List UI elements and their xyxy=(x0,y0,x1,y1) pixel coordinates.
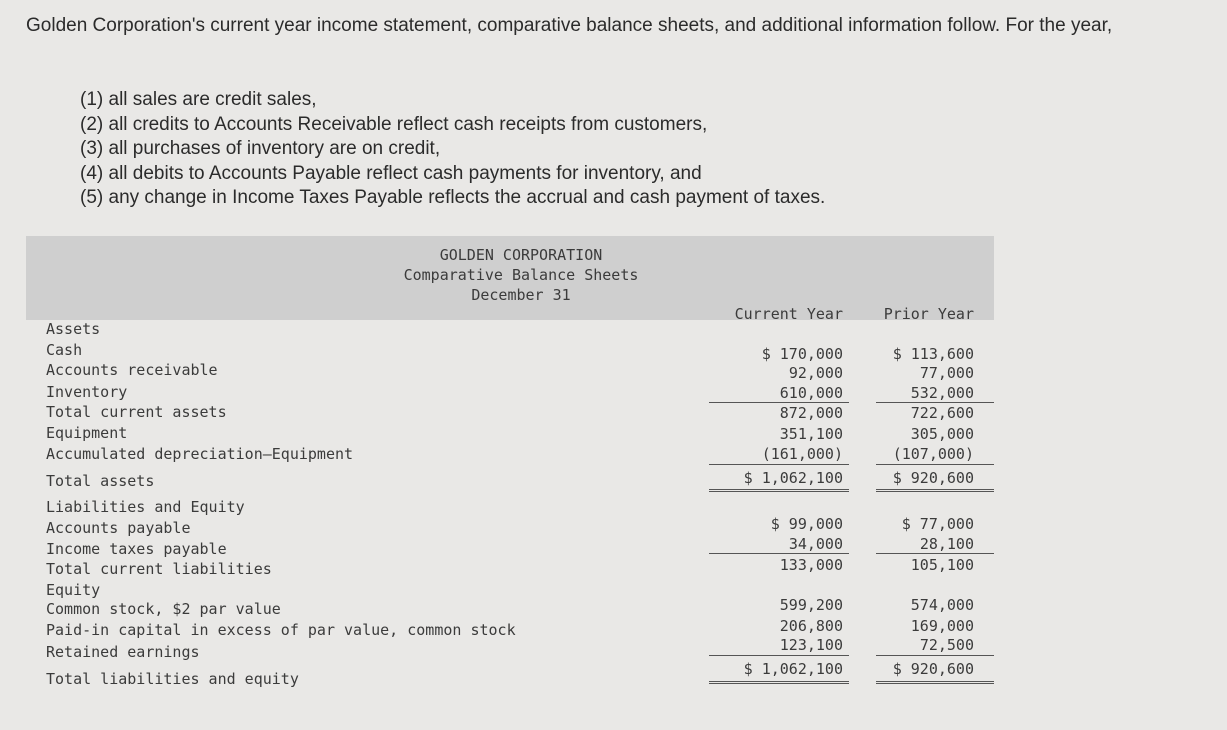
cash-prior: $ 113,600 xyxy=(892,345,974,363)
row-label-accumulated-depreciation: Accumulated depreciation—Equipment xyxy=(46,445,354,463)
company-name: GOLDEN CORPORATION xyxy=(439,246,603,264)
income-taxes-payable-prior: 28,100 xyxy=(919,535,974,553)
total-current-assets-prior: 722,600 xyxy=(910,404,974,422)
row-label-accounts-payable: Accounts payable xyxy=(46,519,191,537)
statement-title: Comparative Balance Sheets xyxy=(403,266,639,284)
condition-item: (4) all debits to Accounts Payable reflect cash payments for inventory, and xyxy=(80,162,702,184)
accumulated-depreciation-current: (161,000) xyxy=(761,445,843,463)
conditions-list xyxy=(80,88,825,211)
equipment-current: 351,100 xyxy=(779,425,843,443)
condition-item: (5) any change in Income Taxes Payable reflects the accrual and cash payment of taxes. xyxy=(80,187,826,208)
cash-current: $ 170,000 xyxy=(761,345,843,363)
subtotal-rule xyxy=(709,553,849,554)
total-double-rule xyxy=(709,489,849,492)
statement-date: December 31 xyxy=(471,286,571,304)
column-header-current-year: Current Year xyxy=(734,305,843,323)
subtotal-rule xyxy=(709,464,849,465)
paid-in-capital-prior: 169,000 xyxy=(910,617,974,635)
row-label-paid-in-capital: Paid-in capital in excess of par value, common stock xyxy=(46,621,516,639)
total-liabilities-equity-prior: $ 920,600 xyxy=(892,660,974,678)
retained-earnings-prior: 72,500 xyxy=(919,636,974,654)
row-label-total-liabilities-equity: Total liabilities and equity xyxy=(46,670,299,688)
row-label-total-current-liabilities: Total current liabilities xyxy=(46,560,272,578)
liabilities-equity-heading: Liabilities and Equity xyxy=(46,498,245,516)
intro-text: Golden Corporation's current year income statement, comparative balance sheets, and additional information follow. For the year, xyxy=(26,15,1113,36)
row-label-inventory: Inventory xyxy=(46,383,128,401)
row-label-common-stock: Common stock, $2 par value xyxy=(46,600,281,618)
row-label-total-current-assets: Total current assets xyxy=(46,403,227,421)
row-label-retained-earnings: Retained earnings xyxy=(46,643,200,661)
common-stock-current: 599,200 xyxy=(779,596,843,614)
condition-item: (2) all credits to Accounts Receivable reflect cash receipts from customers, xyxy=(80,113,708,135)
accounts-receivable-prior: 77,000 xyxy=(919,364,974,382)
subtotal-rule xyxy=(876,464,994,465)
balance-sheet-header xyxy=(26,236,994,323)
total-assets-current: $ 1,062,100 xyxy=(743,469,843,487)
total-double-rule xyxy=(876,489,994,492)
total-current-assets-current: 872,000 xyxy=(779,404,843,422)
total-double-rule xyxy=(876,681,994,684)
total-assets-prior: $ 920,600 xyxy=(892,469,974,487)
row-label-total-assets: Total assets xyxy=(46,472,155,490)
total-double-rule xyxy=(709,681,849,684)
subtotal-rule xyxy=(876,553,994,554)
common-stock-prior: 574,000 xyxy=(910,596,974,614)
accumulated-depreciation-prior: (107,000) xyxy=(892,445,974,463)
accounts-payable-current: $ 99,000 xyxy=(770,515,843,533)
condition-item: (3) all purchases of inventory are on credit, xyxy=(80,138,441,159)
inventory-current: 610,000 xyxy=(779,384,843,402)
subtotal-rule xyxy=(876,655,994,656)
accounts-receivable-current: 92,000 xyxy=(788,364,843,382)
row-label-accounts-receivable: Accounts receivable xyxy=(46,361,218,379)
subtotal-rule xyxy=(709,655,849,656)
paid-in-capital-current: 206,800 xyxy=(779,617,843,635)
row-label-cash: Cash xyxy=(46,341,83,359)
column-header-prior-year: Prior Year xyxy=(883,305,974,323)
retained-earnings-current: 123,100 xyxy=(779,636,843,654)
assets-heading: Assets xyxy=(46,320,101,338)
income-taxes-payable-current: 34,000 xyxy=(788,535,843,553)
equity-heading: Equity xyxy=(46,581,101,599)
inventory-prior: 532,000 xyxy=(910,384,974,402)
total-liabilities-equity-current: $ 1,062,100 xyxy=(743,660,843,678)
equipment-prior: 305,000 xyxy=(910,425,974,443)
accounts-payable-prior: $ 77,000 xyxy=(901,515,974,533)
balance-sheet-title xyxy=(326,245,716,305)
balance-sheet xyxy=(26,236,994,692)
total-current-liabilities-prior: 105,100 xyxy=(910,556,974,574)
total-current-liabilities-current: 133,000 xyxy=(779,556,843,574)
row-label-income-taxes-payable: Income taxes payable xyxy=(46,540,227,558)
row-label-equipment: Equipment xyxy=(46,424,128,442)
condition-item: (1) all sales are credit sales, xyxy=(80,89,317,110)
